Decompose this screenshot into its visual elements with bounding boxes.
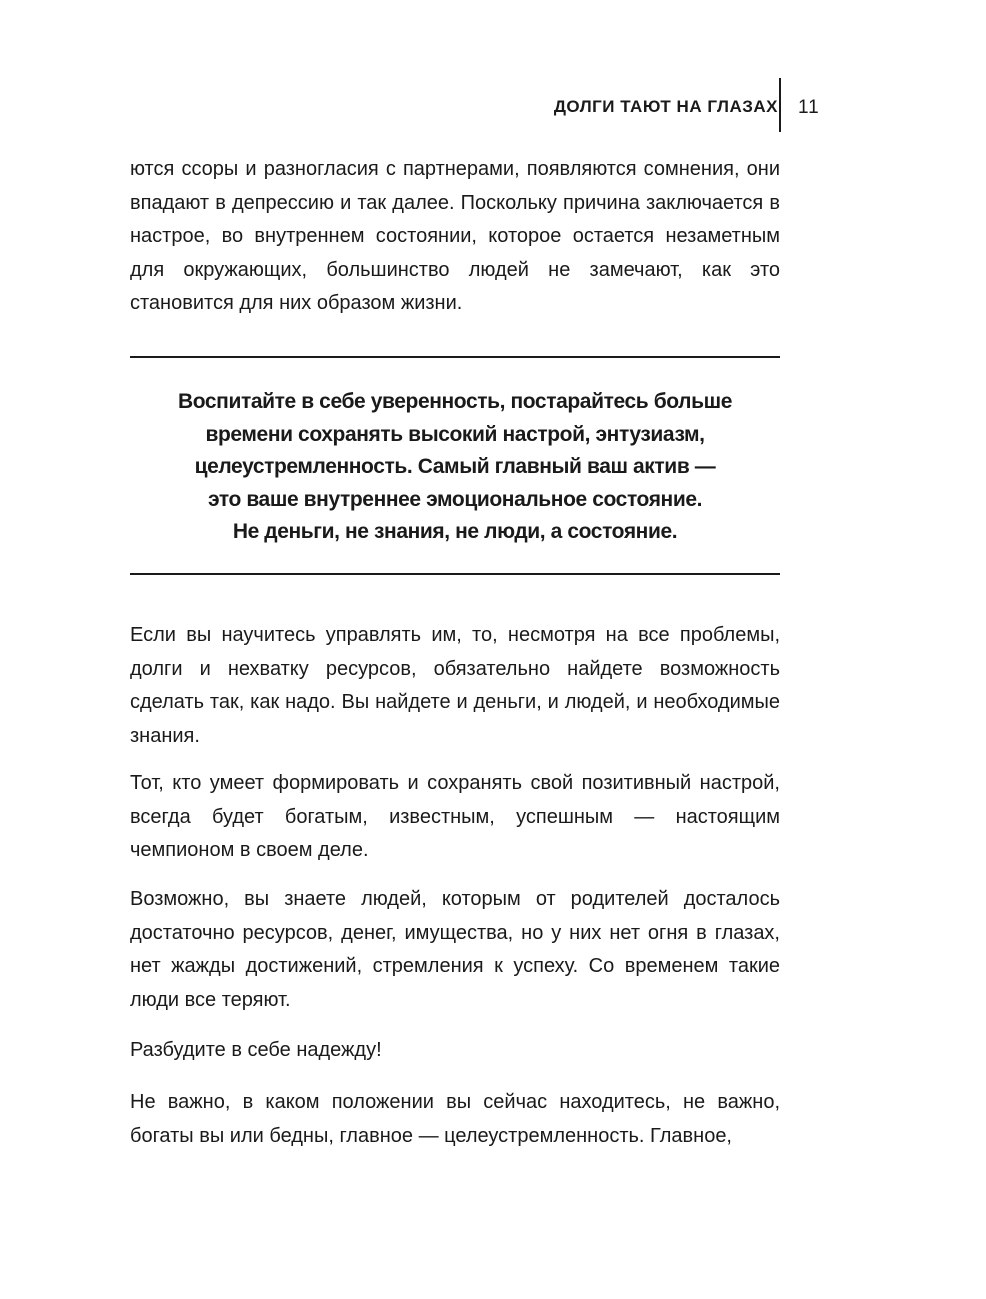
body-paragraph-3: Тот, кто умеет формировать и сохранять свой позитивный настрой, всегда будет богатым, известным, успешным — настоящим чемпионом в своем деле. — [130, 772, 780, 861]
body-paragraph-6: Не важно, в каком положении вы сейчас находитесь, не важно, богаты вы или бедны, главное — целеустремленность. Главное, — [130, 1091, 780, 1147]
pull-quote-line-4: это ваше внутреннее эмоциональное состояние. — [207, 487, 703, 511]
pull-quote-top-rule — [130, 356, 780, 358]
pull-quote-line-5: Не деньги, не знания, не люди, а состояние. — [232, 520, 678, 543]
pull-quote-line-2: времени сохранять высокий настрой, энтузиазм, — [205, 422, 705, 446]
pull-quote-bottom-rule — [130, 573, 780, 575]
body-paragraph-5: Разбудите в себе надежду! — [130, 1039, 382, 1061]
pull-quote — [130, 386, 780, 549]
body-paragraph-1: ются ссоры и разногласия с партнерами, появляются сомнения, они впадают в депрессию и так далее. Поскольку причина заключается в настрое, во внутреннем состоянии, которое остается незаметным для окружающих, большинство людей не замечают, как это становится для них образом жизни. — [130, 158, 780, 314]
body-paragraph-4: Возможно, вы знаете людей, которым от родителей досталось достаточно ресурсов, денег, имущества, но у них нет огня в глазах, нет жажды достижений, стремления к успеху. Со временем такие люди все теряют. — [130, 888, 780, 1011]
pull-quote-line-1: Воспитайте в себе уверенность, постарайтесь больше — [177, 390, 733, 413]
pull-quote-line-3: целеустремленность. Самый главный ваш актив — — [194, 455, 716, 478]
header-divider — [779, 78, 781, 132]
running-head-title: ДОЛГИ ТАЮТ НА ГЛАЗАХ — [553, 97, 778, 116]
page-number: 11 — [798, 97, 820, 118]
body-paragraph-2: Если вы научитесь управлять им, то, несмотря на все проблемы, долги и нехватку ресурсов, обязательно найдете возможность сделать так, как надо. Вы найдете и деньги, и людей, и необходимые знания. — [130, 624, 780, 747]
